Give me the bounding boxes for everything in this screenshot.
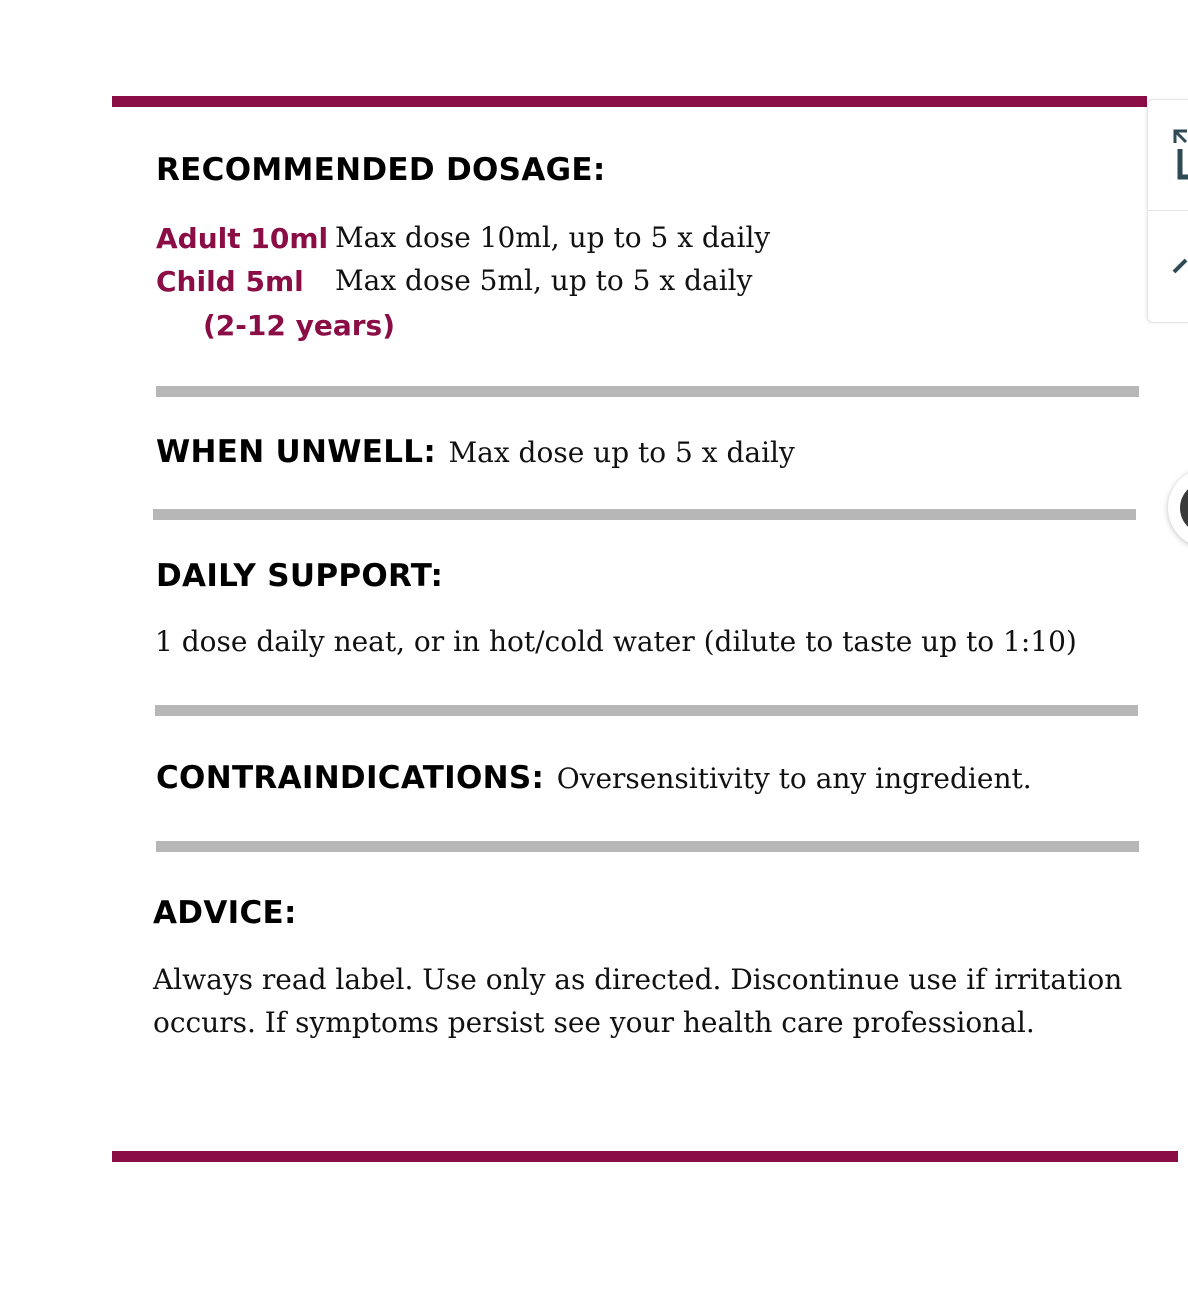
child-dose-text: Max dose 5ml, up to 5 x daily [335, 264, 753, 297]
child-dose-label: Child 5ml [156, 265, 304, 298]
chat-icon [1180, 482, 1188, 534]
section-divider [153, 509, 1136, 520]
panel-separator [1148, 210, 1188, 211]
section-divider [155, 705, 1138, 716]
contraindications-row [156, 760, 1032, 796]
unwell-row [156, 434, 795, 470]
adult-dose-text: Max dose 10ml, up to 5 x daily [335, 221, 771, 254]
unwell-heading: WHEN UNWELL: [156, 434, 437, 470]
chat-button[interactable] [1168, 468, 1188, 548]
floating-side-panel [1147, 99, 1188, 323]
advice-heading: ADVICE: [153, 895, 297, 931]
unwell-text: Max dose up to 5 x daily [448, 436, 795, 469]
top-accent-rule [112, 96, 1147, 107]
contraindications-heading: CONTRAINDICATIONS: [156, 760, 545, 796]
section-divider [156, 841, 1139, 852]
section-divider [156, 386, 1139, 397]
share-icon[interactable] [1172, 240, 1188, 300]
daily-support-heading: DAILY SUPPORT: [156, 558, 444, 594]
child-age-range: (2-12 years) [203, 309, 396, 342]
expand-icon[interactable] [1172, 125, 1188, 185]
daily-support-text: 1 dose daily neat, or in hot/cold water (dilute to taste up to 1:10) [155, 625, 1077, 658]
bottom-accent-rule [112, 1151, 1178, 1162]
adult-dose-label: Adult 10ml [156, 222, 329, 255]
advice-text: Always read label. Use only as directed. Discontinue use if irritation occurs. If symptoms persist see your health care professional. [153, 963, 1123, 1039]
contraindications-text: Oversensitivity to any ingredient. [556, 762, 1032, 795]
dosage-heading: RECOMMENDED DOSAGE: [156, 152, 606, 188]
